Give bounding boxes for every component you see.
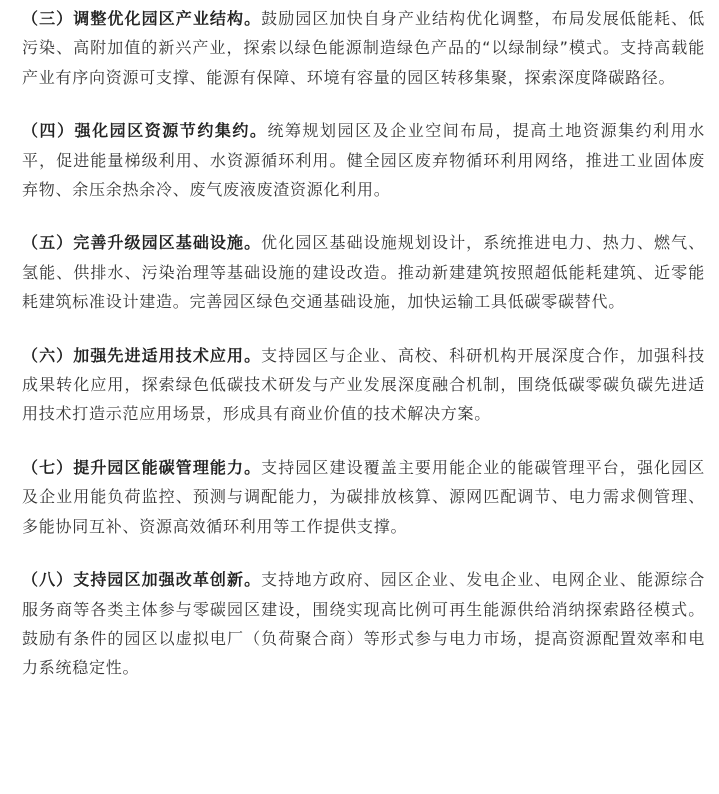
section-heading: （七）提升园区能碳管理能力。	[22, 457, 262, 477]
section-heading: （八）支持园区加强改革创新。	[22, 570, 262, 590]
paragraph-3	[22, 4, 705, 92]
section-8	[22, 565, 705, 683]
section-heading: （五）完善升级园区基础设施。	[22, 233, 262, 253]
section-heading: （六）加强先进适用技术应用。	[22, 345, 262, 365]
paragraph-5	[22, 228, 705, 316]
section-6	[22, 341, 705, 429]
paragraph-4	[22, 116, 705, 204]
section-7	[22, 453, 705, 541]
section-text: 鼓励园区加快自身产业结构优化调整，布局发展低能耗、低污染、高附加值的新兴产业，探索以绿色能源制造绿色产品的“以绿制绿”模式。支持高载能产业有序向资源可支撑、能源有保障、环境有容量的园区转移集聚，探索深度降碳路径。	[22, 9, 705, 87]
section-text: 优化园区基础设施规划设计，系统推进电力、热力、燃气、氢能、供排水、污染治理等基础设施的建设改造。推动新建建筑按照超低能耗建筑、近零能耗建筑标准设计建造。完善园区绿色交通基础设施，加快运输工具低碳零碳替代。	[22, 233, 705, 312]
section-text: 统筹规划园区及企业空间布局，提高土地资源集约利用水平，促进能量梯级利用、水资源循环利用。健全园区废弃物循环利用网络，推进工业固体废弃物、余压余热余冷、废气废液废渣资源化利用。	[22, 121, 705, 200]
paragraph-8	[22, 565, 705, 683]
section-text: 支持园区建设覆盖主要用能企业的能碳管理平台，强化园区及企业用能负荷监控、预测与调配能力，为碳排放核算、源网匹配调节、电力需求侧管理、多能协同互补、资源高效循环利用等工作提供支撑。	[22, 457, 705, 536]
section-4	[22, 116, 705, 204]
section-text: 支持园区与企业、高校、科研机构开展深度合作，加强科技成果转化应用，探索绿色低碳技术研发与产业发展深度融合机制，围绕低碳零碳负碳先进适用技术打造示范应用场景，形成具有商业价值的技术解决方案。	[22, 345, 705, 424]
section-heading: （四）强化园区资源节约集约。	[22, 121, 268, 141]
section-5	[22, 228, 705, 316]
paragraph-6	[22, 341, 705, 429]
section-text: 支持地方政府、园区企业、发电企业、电网企业、能源综合服务商等各类主体参与零碳园区建设，围绕实现高比例可再生能源供给消纳探索路径模式。鼓励有条件的园区以虚拟电厂（负荷聚合商）等形式参与电力市场，提高资源配置效率和电力系统稳定性。	[22, 570, 705, 678]
section-heading: （三）调整优化园区产业结构。	[22, 9, 262, 28]
paragraph-7	[22, 453, 705, 541]
section-3	[22, 4, 705, 92]
